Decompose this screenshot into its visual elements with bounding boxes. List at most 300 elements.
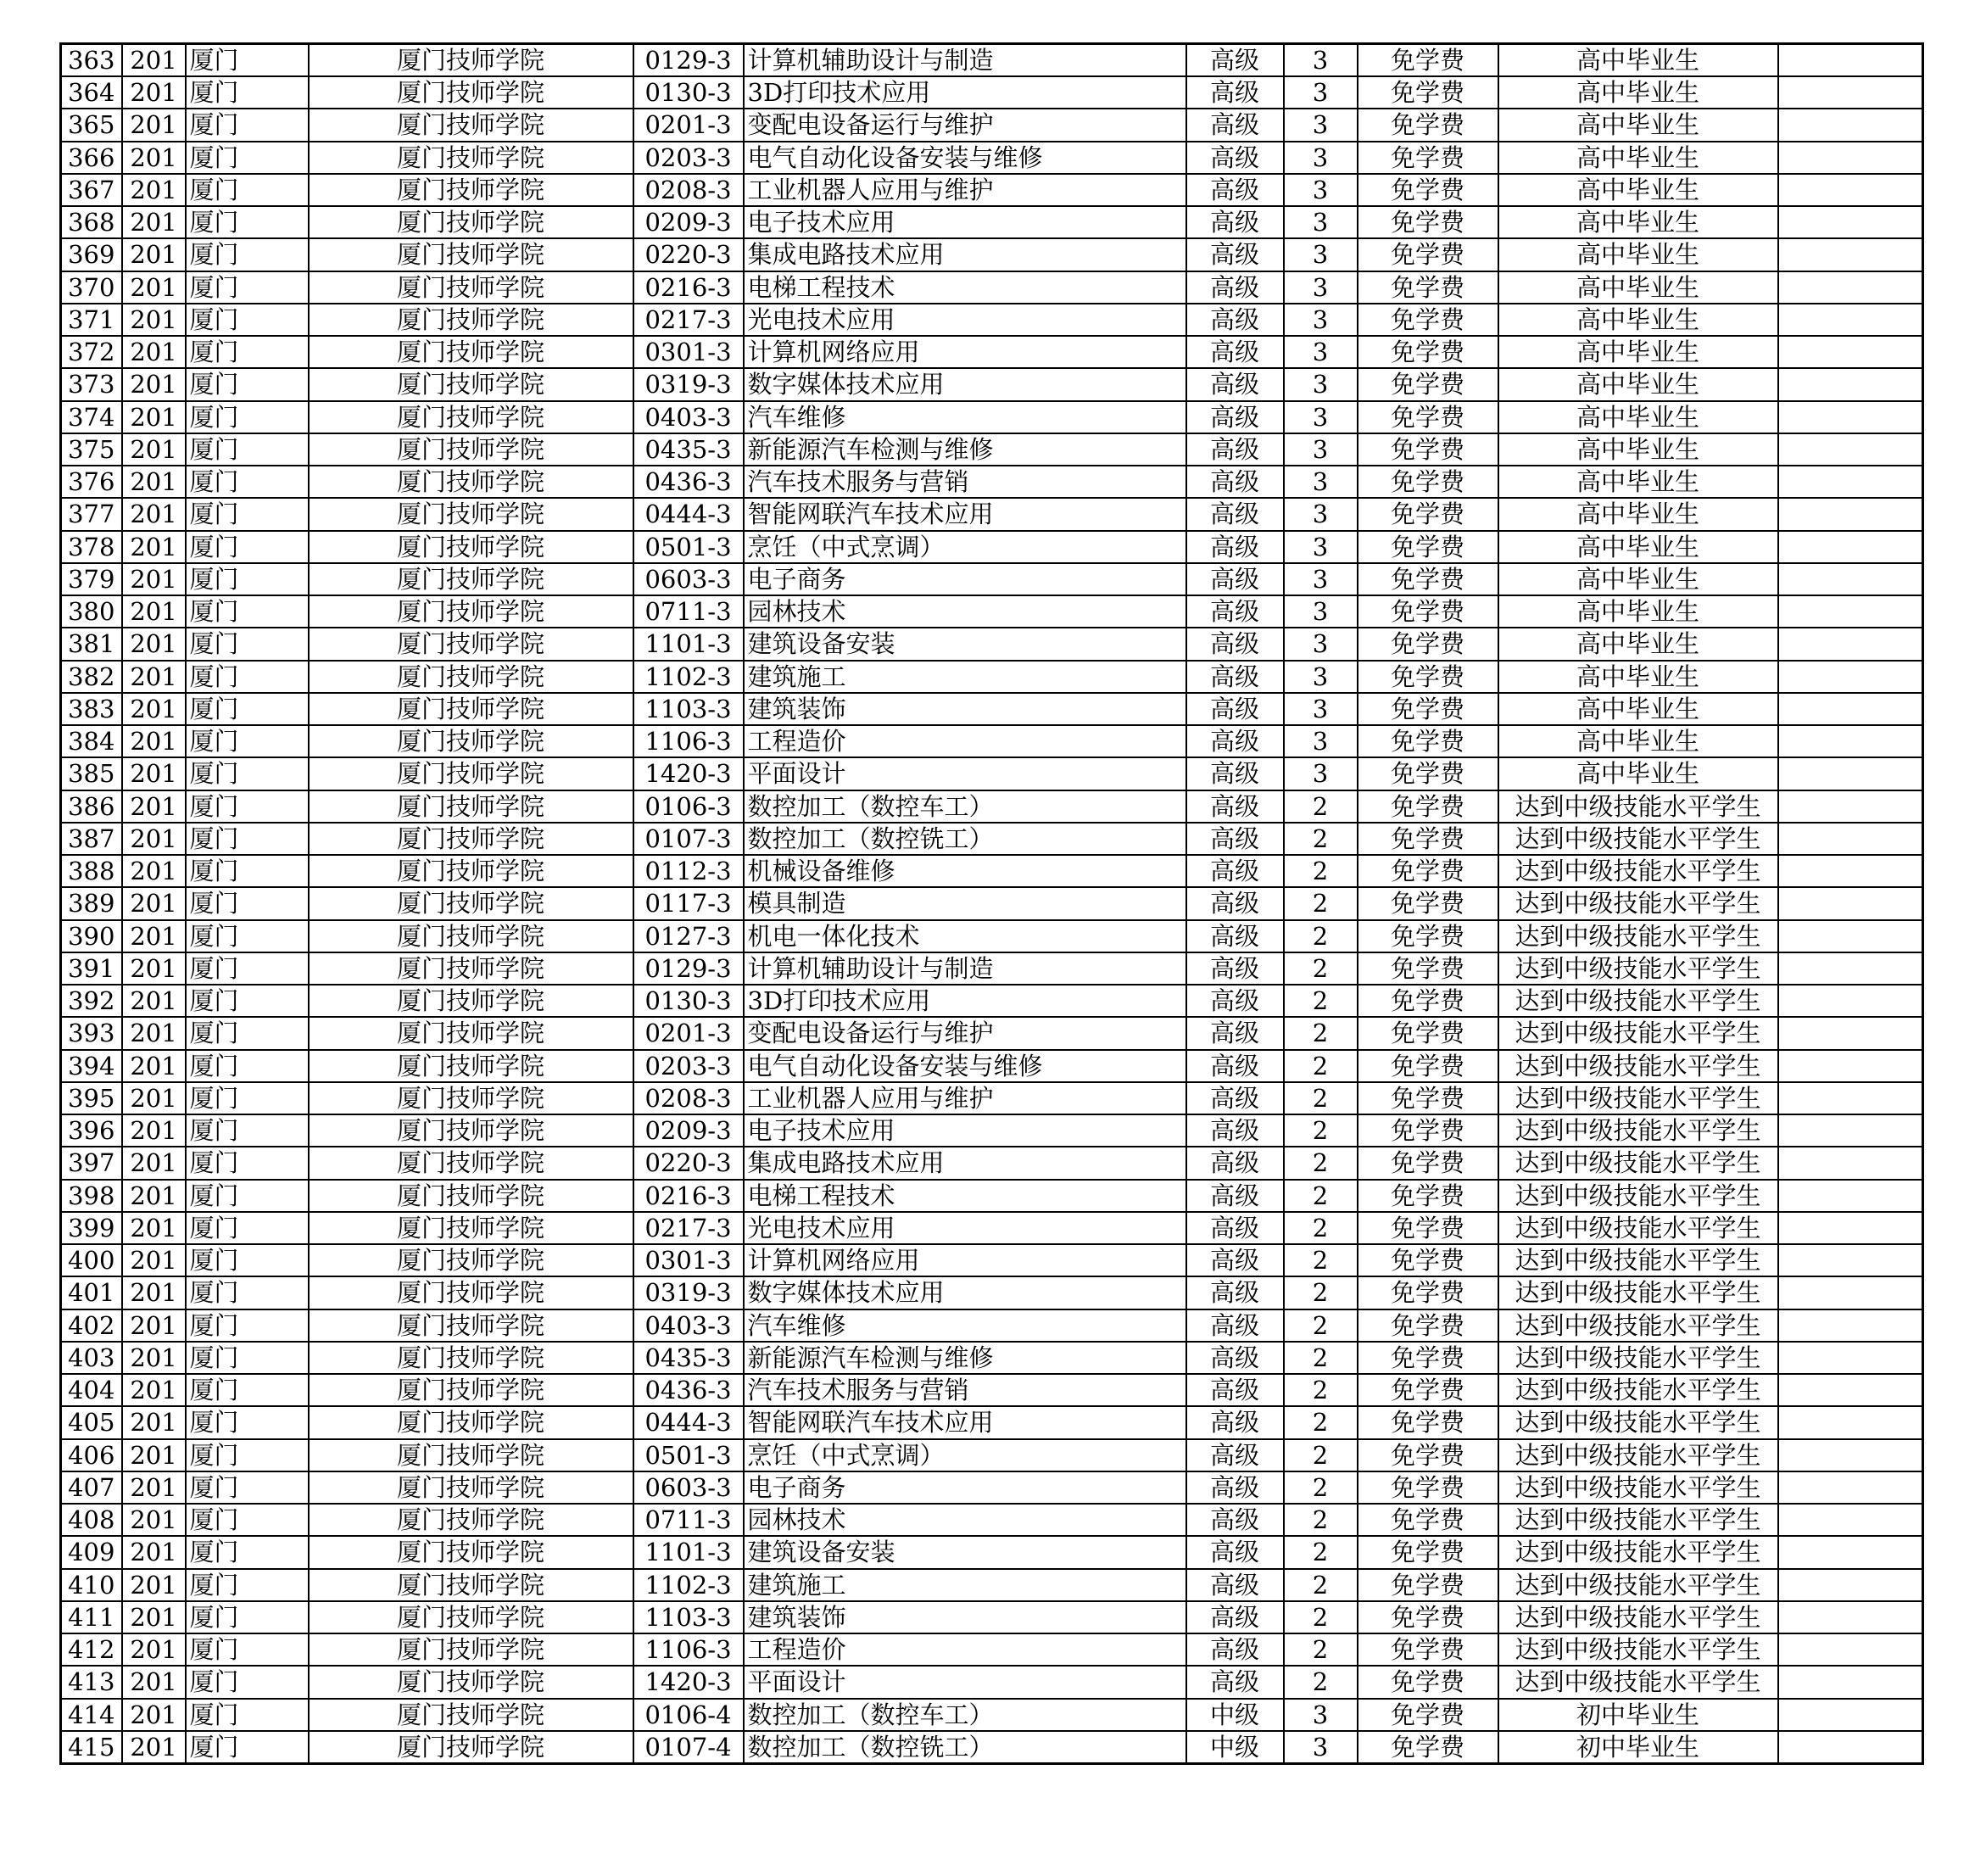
city-code-cell: 201 (122, 725, 186, 757)
tuition-cell: 免学费 (1358, 887, 1498, 919)
row-number-cell: 379 (61, 563, 122, 595)
city-cell: 厦门 (186, 823, 309, 855)
enrollment-target-cell: 达到中级技能水平学生 (1498, 1017, 1778, 1049)
city-cell: 厦门 (186, 1569, 309, 1601)
row-number-cell: 409 (61, 1536, 122, 1568)
remark-cell (1778, 401, 1923, 433)
city-code-cell: 201 (122, 1569, 186, 1601)
school-name-cell: 厦门技师学院 (309, 1180, 633, 1212)
tuition-cell: 免学费 (1358, 1731, 1498, 1764)
major-name-cell: 电梯工程技术 (744, 1180, 1186, 1212)
school-name-cell: 厦门技师学院 (309, 1276, 633, 1309)
remark-cell (1778, 1244, 1923, 1276)
enrollment-target-cell: 达到中级技能水平学生 (1498, 1536, 1778, 1568)
remark-cell (1778, 595, 1923, 628)
remark-cell (1778, 109, 1923, 141)
row-number-cell: 400 (61, 1244, 122, 1276)
row-number-cell: 415 (61, 1731, 122, 1764)
school-name-cell: 厦门技师学院 (309, 1601, 633, 1633)
row-number-cell: 399 (61, 1212, 122, 1244)
duration-years-cell: 3 (1284, 595, 1358, 628)
major-code-cell: 0436-3 (633, 466, 744, 498)
city-cell: 厦门 (186, 1082, 309, 1114)
major-name-cell: 电气自动化设备安装与维修 (744, 1050, 1186, 1082)
enrollment-target-cell: 高中毕业生 (1498, 628, 1778, 660)
level-cell: 高级 (1186, 757, 1284, 790)
school-name-cell: 厦门技师学院 (309, 887, 633, 919)
level-cell: 高级 (1186, 1374, 1284, 1406)
school-name-cell: 厦门技师学院 (309, 823, 633, 855)
school-name-cell: 厦门技师学院 (309, 1244, 633, 1276)
tuition-cell: 免学费 (1358, 661, 1498, 693)
major-code-cell: 0106-4 (633, 1699, 744, 1731)
remark-cell (1778, 1406, 1923, 1438)
enrollment-target-cell: 高中毕业生 (1498, 44, 1778, 77)
remark-cell (1778, 368, 1923, 400)
remark-cell (1778, 1536, 1923, 1568)
enrollment-target-cell: 高中毕业生 (1498, 304, 1778, 336)
enrollment-target-cell: 达到中级技能水平学生 (1498, 1439, 1778, 1471)
level-cell: 高级 (1186, 563, 1284, 595)
row-number-cell: 387 (61, 823, 122, 855)
row-number-cell: 384 (61, 725, 122, 757)
tuition-cell: 免学费 (1358, 368, 1498, 400)
city-cell: 厦门 (186, 952, 309, 985)
row-number-cell: 380 (61, 595, 122, 628)
level-cell: 高级 (1186, 1601, 1284, 1633)
level-cell: 高级 (1186, 985, 1284, 1017)
city-code-cell: 201 (122, 595, 186, 628)
tuition-cell: 免学费 (1358, 628, 1498, 660)
school-name-cell: 厦门技师学院 (309, 1017, 633, 1049)
school-name-cell: 厦门技师学院 (309, 1731, 633, 1764)
major-name-cell: 建筑装饰 (744, 1601, 1186, 1633)
remark-cell (1778, 466, 1923, 498)
table-row (61, 1601, 1923, 1633)
enrollment-target-cell: 达到中级技能水平学生 (1498, 1601, 1778, 1633)
major-name-cell: 数控加工（数控铣工） (744, 1731, 1186, 1764)
city-cell: 厦门 (186, 920, 309, 952)
enrollment-target-cell: 高中毕业生 (1498, 271, 1778, 304)
remark-cell (1778, 1276, 1923, 1309)
table-row (61, 271, 1923, 304)
level-cell: 中级 (1186, 1699, 1284, 1731)
major-code-cell: 0208-3 (633, 1082, 744, 1114)
school-name-cell: 厦门技师学院 (309, 76, 633, 109)
remark-cell (1778, 757, 1923, 790)
level-cell: 高级 (1186, 1147, 1284, 1179)
remark-cell (1778, 206, 1923, 238)
major-name-cell: 建筑施工 (744, 661, 1186, 693)
row-number-cell: 396 (61, 1114, 122, 1147)
major-code-cell: 0444-3 (633, 1406, 744, 1438)
enrollment-target-cell: 达到中级技能水平学生 (1498, 1050, 1778, 1082)
tuition-cell: 免学费 (1358, 725, 1498, 757)
school-name-cell: 厦门技师学院 (309, 985, 633, 1017)
table-row (61, 1504, 1923, 1536)
level-cell: 高级 (1186, 1536, 1284, 1568)
tuition-cell: 免学费 (1358, 1633, 1498, 1666)
table-row (61, 1212, 1923, 1244)
tuition-cell: 免学费 (1358, 336, 1498, 368)
city-code-cell: 201 (122, 1050, 186, 1082)
city-code-cell: 201 (122, 952, 186, 985)
enrollment-target-cell: 达到中级技能水平学生 (1498, 920, 1778, 952)
tuition-cell: 免学费 (1358, 1276, 1498, 1309)
major-code-cell: 0209-3 (633, 1114, 744, 1147)
city-code-cell: 201 (122, 693, 186, 725)
table-row (61, 1536, 1923, 1568)
row-number-cell: 375 (61, 433, 122, 466)
table-row (61, 628, 1923, 660)
city-cell: 厦门 (186, 433, 309, 466)
major-code-cell: 0403-3 (633, 1309, 744, 1342)
enrollment-target-cell: 高中毕业生 (1498, 595, 1778, 628)
major-code-cell: 0208-3 (633, 174, 744, 206)
school-name-cell: 厦门技师学院 (309, 368, 633, 400)
enrollment-target-cell: 达到中级技能水平学生 (1498, 823, 1778, 855)
school-name-cell: 厦门技师学院 (309, 757, 633, 790)
row-number-cell: 388 (61, 855, 122, 887)
city-code-cell: 201 (122, 563, 186, 595)
remark-cell (1778, 174, 1923, 206)
remark-cell (1778, 336, 1923, 368)
school-name-cell: 厦门技师学院 (309, 563, 633, 595)
city-cell: 厦门 (186, 304, 309, 336)
table-row (61, 142, 1923, 174)
city-code-cell: 201 (122, 757, 186, 790)
table-row (61, 1147, 1923, 1179)
city-code-cell: 201 (122, 1633, 186, 1666)
major-name-cell: 机电一体化技术 (744, 920, 1186, 952)
major-name-cell: 计算机辅助设计与制造 (744, 952, 1186, 985)
city-code-cell: 201 (122, 336, 186, 368)
major-name-cell: 数控加工（数控车工） (744, 1699, 1186, 1731)
major-name-cell: 烹饪（中式烹调） (744, 531, 1186, 563)
school-name-cell: 厦门技师学院 (309, 952, 633, 985)
major-name-cell: 变配电设备运行与维护 (744, 109, 1186, 141)
level-cell: 高级 (1186, 1082, 1284, 1114)
enrollment-target-cell: 高中毕业生 (1498, 433, 1778, 466)
city-cell: 厦门 (186, 142, 309, 174)
major-name-cell: 园林技术 (744, 1504, 1186, 1536)
major-name-cell: 数字媒体技术应用 (744, 1276, 1186, 1309)
major-code-cell: 1101-3 (633, 628, 744, 660)
enrollment-target-cell: 达到中级技能水平学生 (1498, 1342, 1778, 1374)
enrollment-target-cell: 高中毕业生 (1498, 466, 1778, 498)
major-name-cell: 汽车技术服务与营销 (744, 1374, 1186, 1406)
major-code-cell: 1103-3 (633, 693, 744, 725)
major-code-cell: 1106-3 (633, 725, 744, 757)
enrollment-target-cell: 达到中级技能水平学生 (1498, 1082, 1778, 1114)
row-number-cell: 376 (61, 466, 122, 498)
school-name-cell: 厦门技师学院 (309, 1699, 633, 1731)
major-name-cell: 电子技术应用 (744, 206, 1186, 238)
major-code-cell: 0129-3 (633, 44, 744, 77)
duration-years-cell: 3 (1284, 1699, 1358, 1731)
major-code-cell: 0217-3 (633, 304, 744, 336)
table-row (61, 887, 1923, 919)
duration-years-cell: 3 (1284, 76, 1358, 109)
duration-years-cell: 2 (1284, 985, 1358, 1017)
level-cell: 高级 (1186, 174, 1284, 206)
duration-years-cell: 3 (1284, 466, 1358, 498)
city-code-cell: 201 (122, 304, 186, 336)
major-name-cell: 建筑装饰 (744, 693, 1186, 725)
table-row (61, 1731, 1923, 1764)
table-row (61, 1017, 1923, 1049)
school-name-cell: 厦门技师学院 (309, 1504, 633, 1536)
row-number-cell: 406 (61, 1439, 122, 1471)
city-code-cell: 201 (122, 823, 186, 855)
row-number-cell: 404 (61, 1374, 122, 1406)
level-cell: 高级 (1186, 531, 1284, 563)
tuition-cell: 免学费 (1358, 985, 1498, 1017)
table-row (61, 206, 1923, 238)
major-code-cell: 1103-3 (633, 1601, 744, 1633)
city-code-cell: 201 (122, 1017, 186, 1049)
row-number-cell: 394 (61, 1050, 122, 1082)
city-code-cell: 201 (122, 466, 186, 498)
table-row (61, 823, 1923, 855)
city-cell: 厦门 (186, 1666, 309, 1698)
remark-cell (1778, 142, 1923, 174)
tuition-cell: 免学费 (1358, 823, 1498, 855)
duration-years-cell: 2 (1284, 1471, 1358, 1504)
city-code-cell: 201 (122, 1471, 186, 1504)
table-row (61, 44, 1923, 77)
remark-cell (1778, 563, 1923, 595)
school-name-cell: 厦门技师学院 (309, 628, 633, 660)
table-row (61, 1082, 1923, 1114)
row-number-cell: 397 (61, 1147, 122, 1179)
remark-cell (1778, 1114, 1923, 1147)
tuition-cell: 免学费 (1358, 1082, 1498, 1114)
duration-years-cell: 2 (1284, 1244, 1358, 1276)
school-name-cell: 厦门技师学院 (309, 1406, 633, 1438)
row-number-cell: 364 (61, 76, 122, 109)
school-name-cell: 厦门技师学院 (309, 1471, 633, 1504)
tuition-cell: 免学费 (1358, 1601, 1498, 1633)
major-name-cell: 集成电路技术应用 (744, 238, 1186, 271)
city-cell: 厦门 (186, 1017, 309, 1049)
remark-cell (1778, 1633, 1923, 1666)
level-cell: 高级 (1186, 1406, 1284, 1438)
major-name-cell: 汽车维修 (744, 401, 1186, 433)
major-name-cell: 电子商务 (744, 1471, 1186, 1504)
duration-years-cell: 3 (1284, 757, 1358, 790)
city-code-cell: 201 (122, 238, 186, 271)
remark-cell (1778, 952, 1923, 985)
duration-years-cell: 2 (1284, 1147, 1358, 1179)
tuition-cell: 免学费 (1358, 1406, 1498, 1438)
duration-years-cell: 3 (1284, 401, 1358, 433)
enrollment-target-cell: 达到中级技能水平学生 (1498, 1114, 1778, 1147)
row-number-cell: 366 (61, 142, 122, 174)
major-name-cell: 数字媒体技术应用 (744, 368, 1186, 400)
level-cell: 高级 (1186, 790, 1284, 823)
enrollment-target-cell: 高中毕业生 (1498, 498, 1778, 530)
duration-years-cell: 2 (1284, 1569, 1358, 1601)
remark-cell (1778, 1666, 1923, 1698)
city-cell: 厦门 (186, 1471, 309, 1504)
enrollment-target-cell: 高中毕业生 (1498, 174, 1778, 206)
remark-cell (1778, 238, 1923, 271)
remark-cell (1778, 1017, 1923, 1049)
duration-years-cell: 3 (1284, 304, 1358, 336)
city-code-cell: 201 (122, 368, 186, 400)
level-cell: 高级 (1186, 206, 1284, 238)
table-row (61, 1244, 1923, 1276)
major-code-cell: 0501-3 (633, 531, 744, 563)
major-code-cell: 0129-3 (633, 952, 744, 985)
major-code-cell: 0501-3 (633, 1439, 744, 1471)
table-row (61, 1050, 1923, 1082)
city-cell: 厦门 (186, 1212, 309, 1244)
school-name-cell: 厦门技师学院 (309, 725, 633, 757)
remark-cell (1778, 1147, 1923, 1179)
table-row (61, 466, 1923, 498)
city-code-cell: 201 (122, 1439, 186, 1471)
enrollment-target-cell: 高中毕业生 (1498, 693, 1778, 725)
tuition-cell: 免学费 (1358, 563, 1498, 595)
tuition-cell: 免学费 (1358, 401, 1498, 433)
major-name-cell: 光电技术应用 (744, 1212, 1186, 1244)
level-cell: 高级 (1186, 1212, 1284, 1244)
level-cell: 高级 (1186, 1342, 1284, 1374)
city-code-cell: 201 (122, 920, 186, 952)
remark-cell (1778, 1342, 1923, 1374)
tuition-cell: 免学费 (1358, 1147, 1498, 1179)
major-name-cell: 变配电设备运行与维护 (744, 1017, 1186, 1049)
table-row (61, 595, 1923, 628)
duration-years-cell: 3 (1284, 725, 1358, 757)
remark-cell (1778, 531, 1923, 563)
major-name-cell: 工业机器人应用与维护 (744, 1082, 1186, 1114)
tuition-cell: 免学费 (1358, 1244, 1498, 1276)
major-name-cell: 建筑设备安装 (744, 1536, 1186, 1568)
city-code-cell: 201 (122, 109, 186, 141)
major-name-cell: 平面设计 (744, 757, 1186, 790)
city-code-cell: 201 (122, 433, 186, 466)
city-cell: 厦门 (186, 985, 309, 1017)
city-code-cell: 201 (122, 174, 186, 206)
table-row (61, 693, 1923, 725)
tuition-cell: 免学费 (1358, 174, 1498, 206)
remark-cell (1778, 725, 1923, 757)
level-cell: 高级 (1186, 109, 1284, 141)
duration-years-cell: 2 (1284, 1276, 1358, 1309)
enrollment-target-cell: 高中毕业生 (1498, 109, 1778, 141)
enrollment-target-cell: 达到中级技能水平学生 (1498, 1309, 1778, 1342)
major-name-cell: 智能网联汽车技术应用 (744, 498, 1186, 530)
level-cell: 高级 (1186, 952, 1284, 985)
table-row (61, 985, 1923, 1017)
major-code-cell: 0220-3 (633, 238, 744, 271)
major-code-cell: 1420-3 (633, 757, 744, 790)
tuition-cell: 免学费 (1358, 1471, 1498, 1504)
remark-cell (1778, 628, 1923, 660)
level-cell: 高级 (1186, 1439, 1284, 1471)
major-code-cell: 0444-3 (633, 498, 744, 530)
table-row (61, 1180, 1923, 1212)
duration-years-cell: 2 (1284, 1180, 1358, 1212)
row-number-cell: 369 (61, 238, 122, 271)
city-code-cell: 201 (122, 531, 186, 563)
city-cell: 厦门 (186, 563, 309, 595)
major-code-cell: 1102-3 (633, 1569, 744, 1601)
level-cell: 高级 (1186, 1309, 1284, 1342)
tuition-cell: 免学费 (1358, 1017, 1498, 1049)
remark-cell (1778, 76, 1923, 109)
major-code-cell: 0107-3 (633, 823, 744, 855)
school-name-cell: 厦门技师学院 (309, 1666, 633, 1698)
city-cell: 厦门 (186, 206, 309, 238)
major-name-cell: 平面设计 (744, 1666, 1186, 1698)
city-code-cell: 201 (122, 401, 186, 433)
table-row (61, 531, 1923, 563)
level-cell: 高级 (1186, 498, 1284, 530)
tuition-cell: 免学费 (1358, 1439, 1498, 1471)
level-cell: 高级 (1186, 1244, 1284, 1276)
enrollment-target-cell: 达到中级技能水平学生 (1498, 1569, 1778, 1601)
major-name-cell: 计算机网络应用 (744, 336, 1186, 368)
remark-cell (1778, 1504, 1923, 1536)
table-row (61, 661, 1923, 693)
row-number-cell: 393 (61, 1017, 122, 1049)
level-cell: 高级 (1186, 76, 1284, 109)
table-row (61, 1342, 1923, 1374)
table-row (61, 368, 1923, 400)
level-cell: 中级 (1186, 1731, 1284, 1764)
enrollment-target-cell: 达到中级技能水平学生 (1498, 1180, 1778, 1212)
row-number-cell: 398 (61, 1180, 122, 1212)
tuition-cell: 免学费 (1358, 44, 1498, 77)
city-cell: 厦门 (186, 271, 309, 304)
row-number-cell: 410 (61, 1569, 122, 1601)
school-name-cell: 厦门技师学院 (309, 790, 633, 823)
school-name-cell: 厦门技师学院 (309, 1212, 633, 1244)
remark-cell (1778, 433, 1923, 466)
city-code-cell: 201 (122, 1212, 186, 1244)
remark-cell (1778, 1050, 1923, 1082)
row-number-cell: 401 (61, 1276, 122, 1309)
major-name-cell: 电梯工程技术 (744, 271, 1186, 304)
duration-years-cell: 2 (1284, 1017, 1358, 1049)
table-row (61, 433, 1923, 466)
duration-years-cell: 2 (1284, 1666, 1358, 1698)
city-code-cell: 201 (122, 887, 186, 919)
table-row (61, 1666, 1923, 1698)
row-number-cell: 414 (61, 1699, 122, 1731)
remark-cell (1778, 1569, 1923, 1601)
duration-years-cell: 3 (1284, 368, 1358, 400)
school-name-cell: 厦门技师学院 (309, 109, 633, 141)
major-code-cell: 0435-3 (633, 433, 744, 466)
major-code-cell: 0403-3 (633, 401, 744, 433)
tuition-cell: 免学费 (1358, 1699, 1498, 1731)
school-name-cell: 厦门技师学院 (309, 1536, 633, 1568)
level-cell: 高级 (1186, 1114, 1284, 1147)
remark-cell (1778, 1439, 1923, 1471)
table-row (61, 1374, 1923, 1406)
level-cell: 高级 (1186, 661, 1284, 693)
city-cell: 厦门 (186, 1504, 309, 1536)
tuition-cell: 免学费 (1358, 1666, 1498, 1698)
city-code-cell: 201 (122, 271, 186, 304)
city-code-cell: 201 (122, 1082, 186, 1114)
major-name-cell: 计算机辅助设计与制造 (744, 44, 1186, 77)
